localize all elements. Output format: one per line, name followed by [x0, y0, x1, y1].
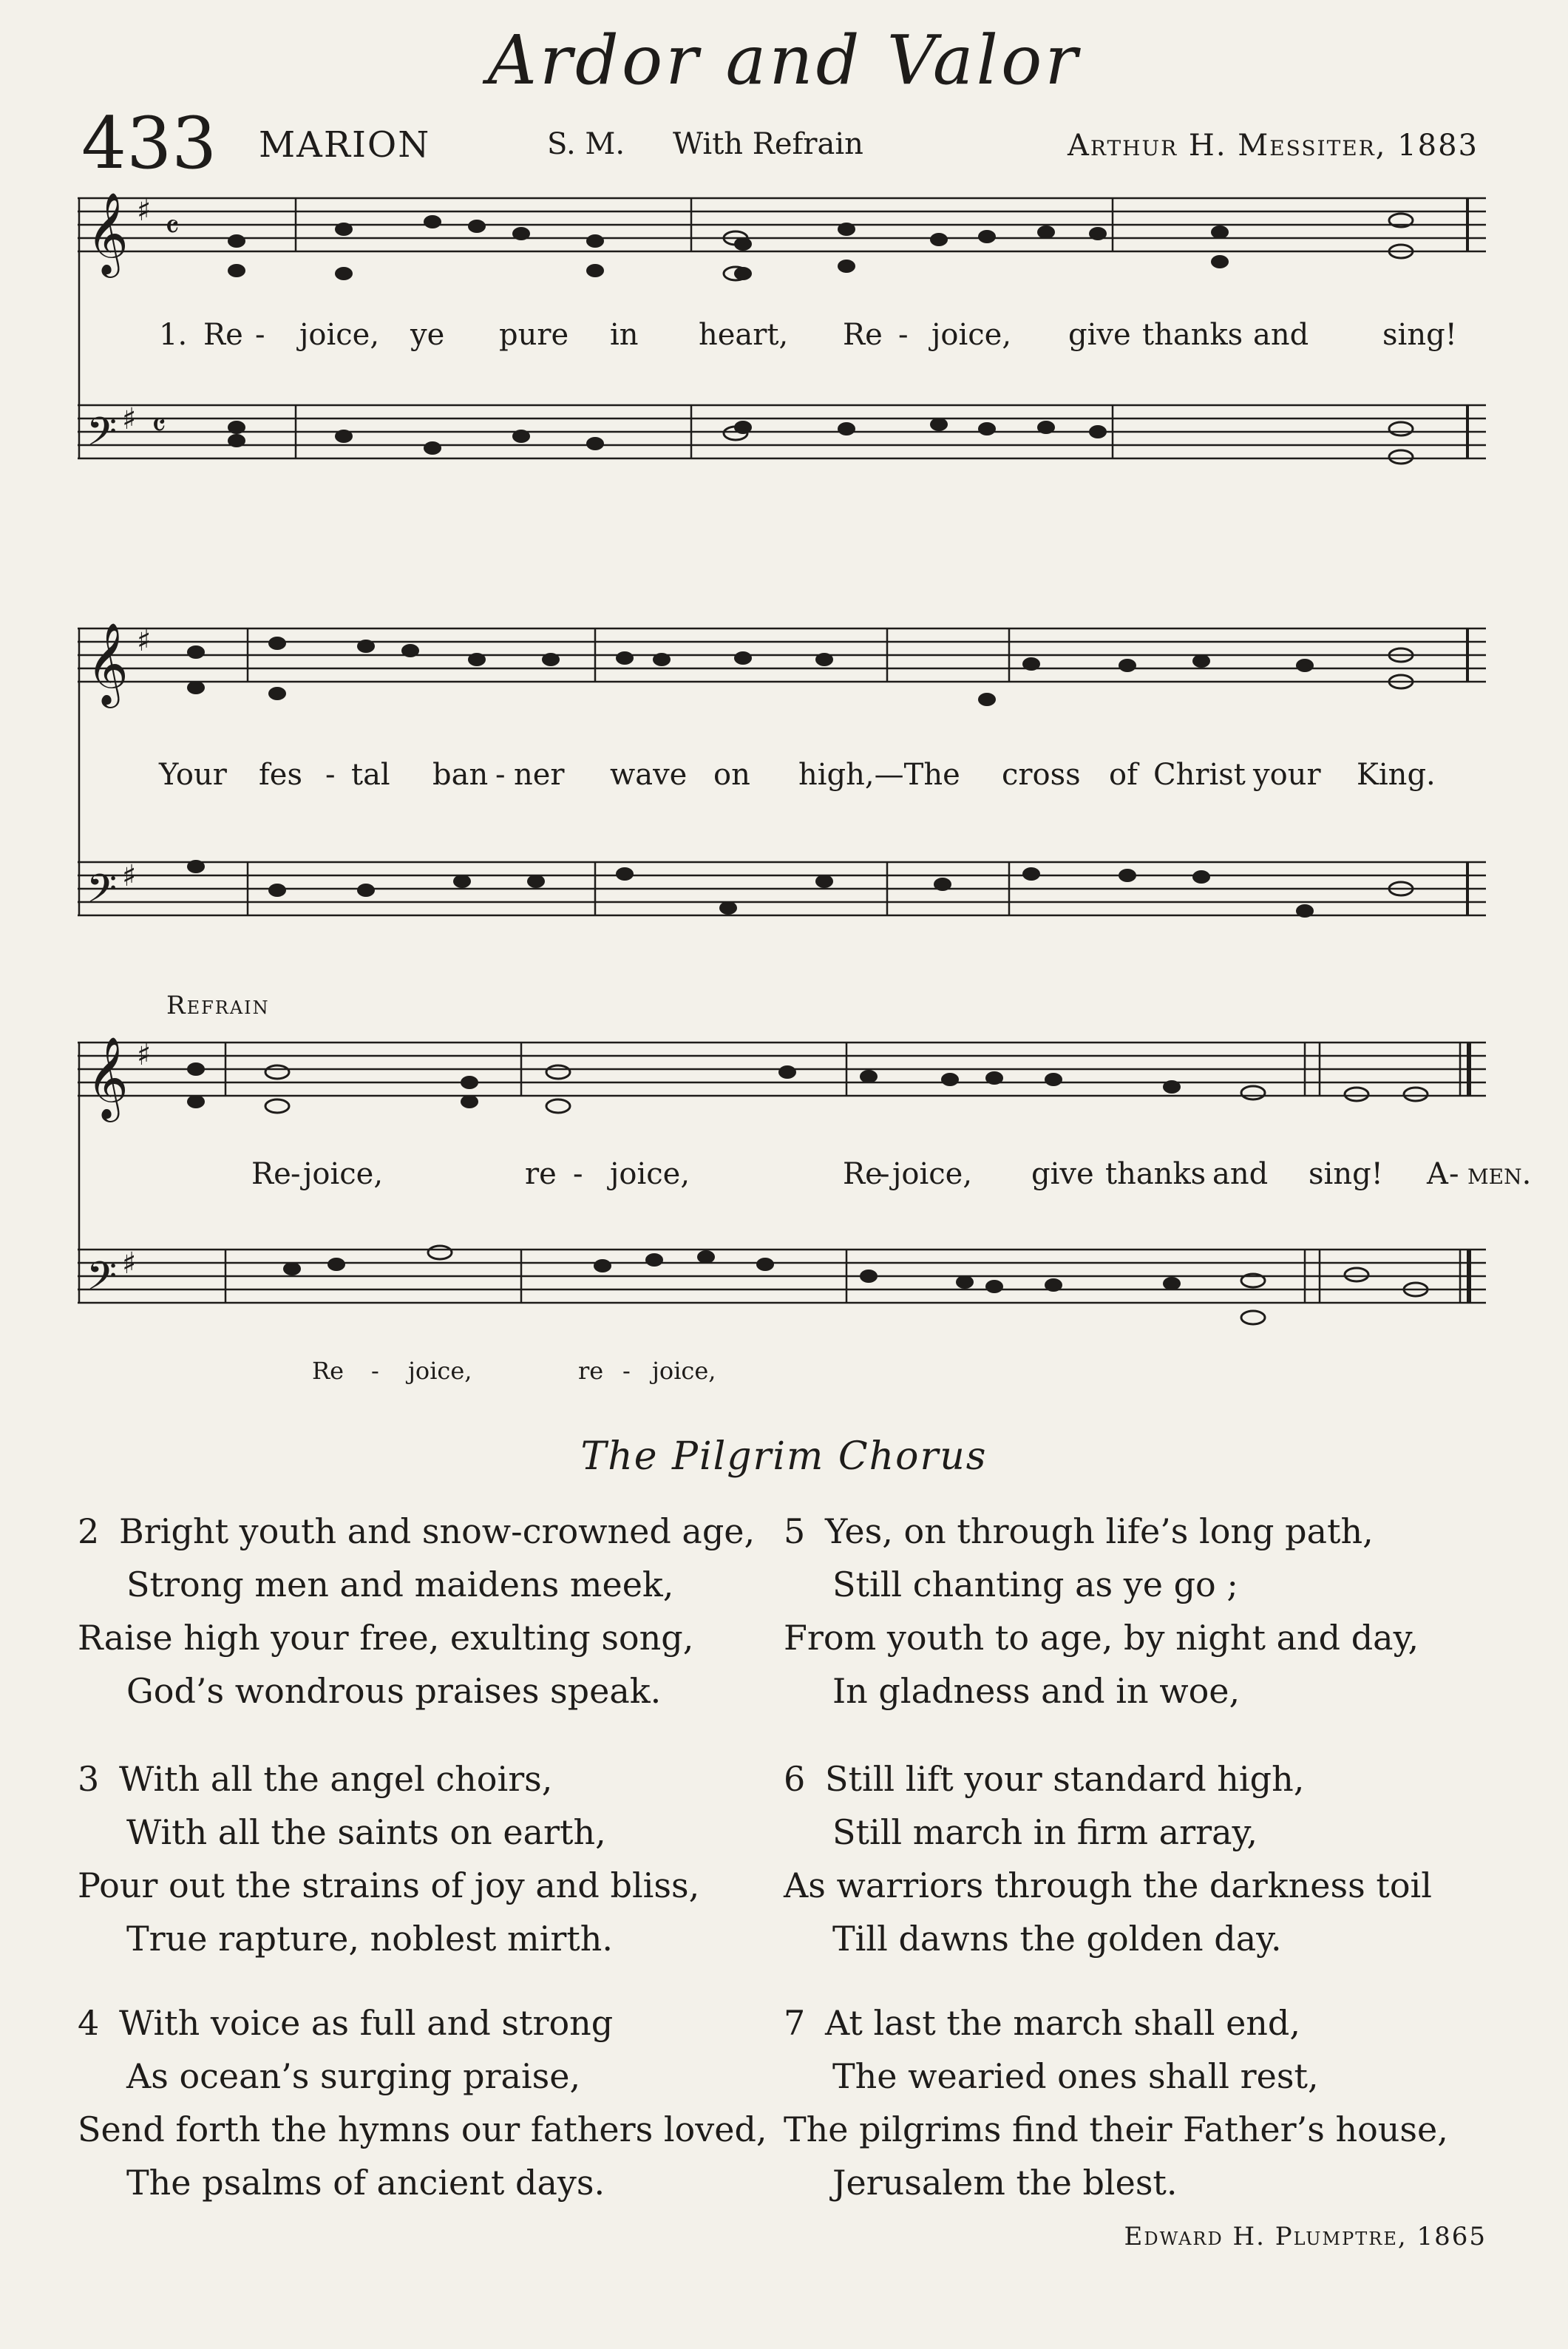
lyric-syllable: in	[610, 318, 639, 352]
stanza	[784, 1996, 1448, 2209]
bass-lyric-syllable: Re	[312, 1357, 345, 1385]
lyric-syllable: -	[898, 318, 909, 352]
lyric-syllable: -	[880, 1157, 890, 1191]
lyric-syllable: your	[1253, 758, 1321, 792]
svg-text:♯: ♯	[122, 1247, 137, 1281]
lyric-syllable: high,—The	[798, 758, 960, 792]
verse-line: The pilgrims find their Father’s house,	[784, 2109, 1448, 2149]
lyric-syllable: men.	[1467, 1157, 1532, 1191]
lyric-syllable: re	[525, 1157, 557, 1191]
stanza	[784, 1752, 1432, 1965]
verse-line: In gladness and in woe,	[832, 1671, 1241, 1711]
bass-lyric-syllable: -	[371, 1357, 379, 1385]
stanza	[784, 1505, 1419, 1718]
verse-line: As warriors through the darkness toil	[784, 1865, 1432, 1905]
lyric-syllable: heart,	[699, 318, 789, 352]
lyric-syllable: thanks	[1142, 318, 1243, 352]
page-title: Ardor and Valor	[487, 21, 1081, 100]
verse-line: From youth to age, by night and day,	[784, 1618, 1419, 1658]
lyric-syllable: give	[1031, 1157, 1094, 1191]
composer: Arthur H. Messiter, 1883	[1067, 129, 1479, 163]
verse-line: Till dawns the golden day.	[832, 1919, 1282, 1959]
lyric-syllable: ner	[514, 758, 565, 792]
svg-text:♯: ♯	[137, 194, 152, 228]
meter: S. M.	[547, 127, 625, 161]
lyric-syllable: -	[325, 758, 336, 792]
verse-line: The wearied ones shall rest,	[832, 2056, 1319, 2096]
refrain-note: With Refrain	[673, 127, 863, 161]
lyric-syllable: -	[291, 1157, 301, 1191]
refrain-label: Refrain	[166, 991, 270, 1020]
lyric-syllable: wave	[610, 758, 688, 792]
lyric-syllable: Re	[251, 1157, 291, 1191]
stanza	[78, 1505, 755, 1718]
stanza-number: 4	[78, 2003, 100, 2043]
lyric-syllable: sing!	[1382, 318, 1457, 352]
svg-text:♯: ♯	[122, 402, 137, 436]
bass-lyric-syllable: -	[622, 1357, 631, 1385]
bass-lyric-syllable: joice,	[652, 1357, 716, 1385]
stanza	[78, 1996, 767, 2209]
verse-line: Bright youth and snow-crowned age,	[119, 1511, 756, 1551]
svg-text:♯: ♯	[137, 624, 152, 658]
lyric-syllable: pure	[499, 318, 569, 352]
verse-line: Pour out the strains of joy and bliss,	[78, 1865, 700, 1905]
verse-line: With all the saints on earth,	[126, 1812, 606, 1852]
verse-line: With all the angel choirs,	[119, 1759, 553, 1799]
svg-text:𝄞: 𝄞	[86, 622, 129, 705]
svg-text:𝄞: 𝄞	[86, 1036, 129, 1119]
lyric-syllable: 1.	[159, 318, 188, 352]
music-system-3	[78, 991, 1532, 1405]
svg-text:𝄢: 𝄢	[86, 410, 118, 464]
stanza-number: 3	[78, 1759, 100, 1799]
hymn-header	[81, 102, 1479, 183]
lyric-syllable: give	[1068, 318, 1131, 352]
lyric-syllable: King.	[1357, 758, 1436, 792]
lyric-syllable: of	[1109, 758, 1138, 792]
verse-line: Raise high your free, exulting song,	[78, 1618, 694, 1658]
lyric-syllable: and	[1253, 318, 1309, 352]
verse-line: True rapture, noblest mirth.	[126, 1919, 614, 1959]
verse-line: Still march in firm array,	[832, 1812, 1258, 1852]
staff-system-3	[78, 1020, 1486, 1405]
verse-line: Yes, on through life’s long path,	[825, 1511, 1374, 1551]
verse-line: Jerusalem the blest.	[832, 2163, 1178, 2203]
section-title: The Pilgrim Chorus	[580, 1434, 988, 1479]
lyric-syllable: joice,	[299, 318, 380, 352]
verse-line: Still lift your standard high,	[825, 1759, 1305, 1799]
svg-text:𝄴: 𝄴	[165, 209, 180, 246]
lyric-syllable: tal	[351, 758, 390, 792]
stanza	[78, 1752, 699, 1965]
lyric-syllable: and	[1212, 1157, 1269, 1191]
hymn-number: 433	[81, 102, 217, 185]
svg-text:𝄢: 𝄢	[86, 1254, 118, 1309]
verse-line: The psalms of ancient days.	[126, 2163, 605, 2203]
bass-lyric-syllable: re	[578, 1357, 604, 1385]
stanza-number: 6	[784, 1759, 806, 1799]
stanza-number: 5	[784, 1511, 806, 1551]
lyric-syllable: -	[573, 1157, 583, 1191]
svg-text:♯: ♯	[137, 1038, 152, 1072]
svg-text:𝄢: 𝄢	[86, 867, 118, 921]
verse-line: Strong men and maidens meek,	[126, 1565, 674, 1604]
verse-line: Send forth the hymns our fathers loved,	[78, 2109, 767, 2149]
lyric-syllable: joice,	[303, 1157, 384, 1191]
bass-lyric-syllable: joice,	[408, 1357, 472, 1385]
lyric-syllable: -	[1449, 1157, 1459, 1191]
svg-text:𝄴: 𝄴	[152, 407, 166, 444]
svg-text:𝄞: 𝄞	[86, 191, 129, 274]
stanza-number: 7	[784, 2003, 806, 2043]
lyric-syllable: thanks	[1105, 1157, 1206, 1191]
lyric-syllable: ban	[432, 758, 489, 792]
verse-line: As ocean’s surging praise,	[126, 2056, 581, 2096]
lyric-syllable: Re	[843, 318, 883, 352]
lyric-syllable: sing!	[1309, 1157, 1383, 1191]
lyric-syllable: A	[1427, 1157, 1448, 1191]
lyric-syllable: Re	[203, 318, 243, 352]
lyric-syllable: joice,	[892, 1157, 973, 1191]
lyric-syllable: Your	[159, 758, 227, 792]
verse-line: With voice as full and strong	[119, 2003, 614, 2043]
verse-line: God’s wondrous praises speak.	[126, 1671, 662, 1711]
music-system-2	[78, 606, 1486, 991]
lyric-syllable: joice,	[931, 318, 1012, 352]
lyric-syllable: on	[713, 758, 750, 792]
tune-name: MARION	[259, 124, 431, 166]
staff-system-2	[78, 606, 1486, 991]
lyric-syllable: Christ	[1153, 758, 1246, 792]
lyric-syllable: -	[495, 758, 506, 792]
stanza-number: 2	[78, 1511, 100, 1551]
music-system-1	[78, 177, 1486, 510]
lyric-syllable: cross	[1002, 758, 1081, 792]
lyric-syllable: -	[255, 318, 265, 352]
lyric-syllable: fes	[259, 758, 303, 792]
verse-line: At last the march shall end,	[825, 2003, 1300, 2043]
svg-text:♯: ♯	[122, 859, 137, 893]
lyric-syllable: ye	[410, 318, 445, 352]
verse-line: Still chanting as ye go ;	[832, 1565, 1238, 1604]
text-author: Edward H. Plumptre, 1865	[1124, 2222, 1487, 2251]
lyric-syllable: Re	[843, 1157, 883, 1191]
lyric-syllable: joice,	[610, 1157, 690, 1191]
